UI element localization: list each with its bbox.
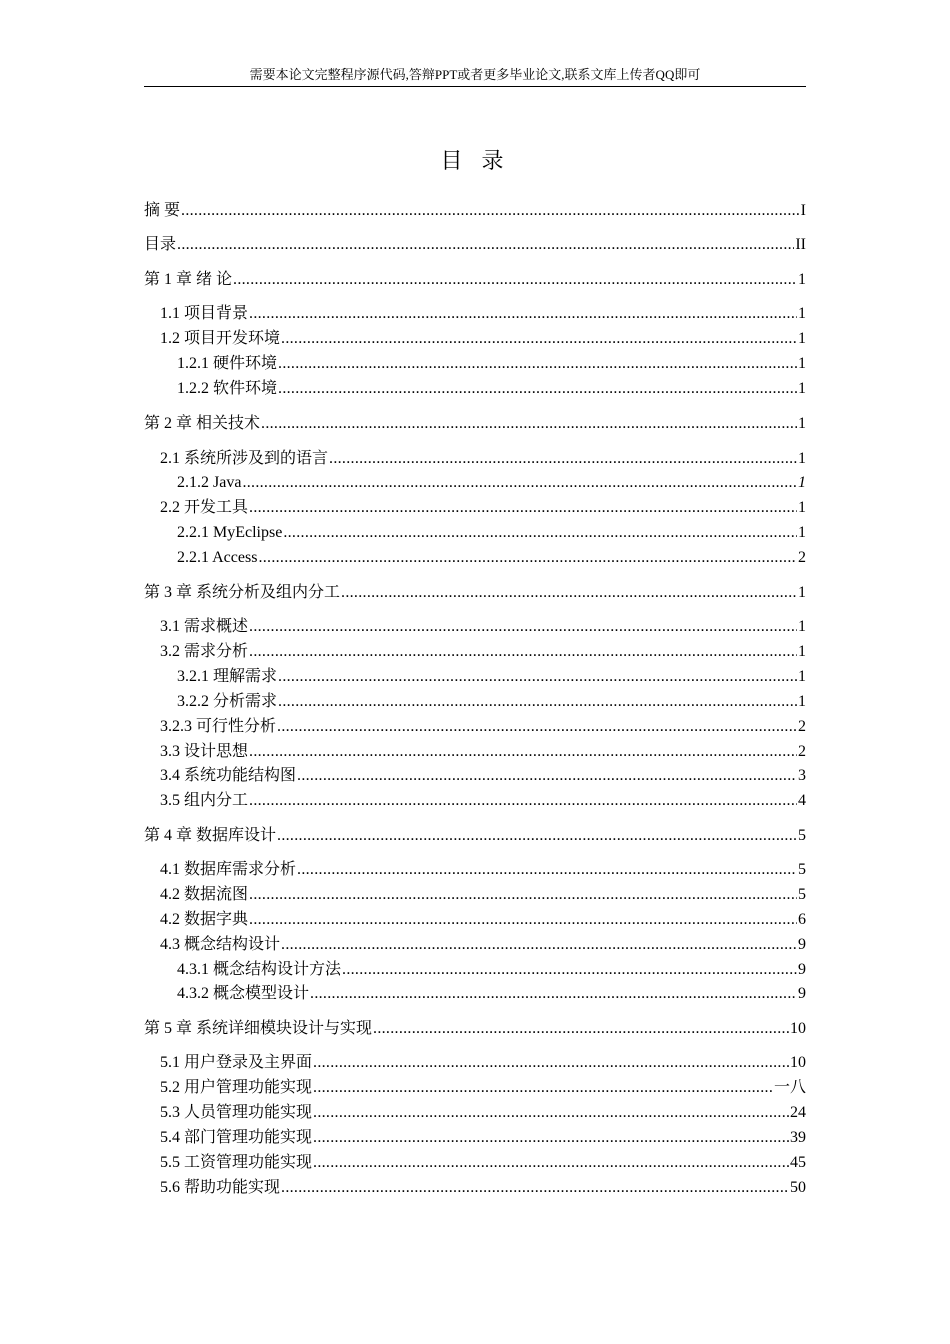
toc-entry-label: 4.2 数据流图 [160, 886, 249, 903]
toc-entry-label: 5.4 部门管理功能实现 [160, 1129, 313, 1146]
toc-entry-chapter-3[interactable] [144, 582, 806, 604]
toc-entry-section[interactable] [160, 328, 806, 350]
toc-entry-page: 9 [798, 936, 806, 953]
dot-leader [261, 413, 797, 435]
toc-entry-contents[interactable] [144, 234, 806, 256]
toc-entry-label: 3.4 系统功能结构图 [160, 767, 297, 784]
toc-entry-subsection[interactable] [177, 472, 806, 494]
dot-leader [278, 378, 797, 400]
table-of-contents [144, 0, 806, 1344]
toc-entry-label: 4.3.2 概念模型设计 [177, 985, 310, 1002]
toc-entry-section[interactable] [160, 1127, 806, 1149]
dot-leader [278, 691, 797, 713]
dot-leader [278, 666, 797, 688]
dot-leader [249, 741, 797, 763]
toc-entry-label: 目录 [144, 236, 177, 253]
toc-entry-section[interactable] [160, 934, 806, 956]
toc-entry-page: 1 [798, 499, 806, 516]
toc-entry-page: 1 [798, 618, 806, 635]
toc-entry-label: 5.5 工资管理功能实现 [160, 1154, 313, 1171]
dot-leader [313, 1077, 773, 1099]
toc-entry-label: 5.2 用户管理功能实现 [160, 1079, 313, 1096]
dot-leader [297, 765, 797, 787]
toc-entry-label: 第 2 章 相关技术 [144, 415, 261, 432]
toc-entry-page: 3 [798, 767, 806, 784]
dot-leader [249, 616, 797, 638]
toc-entry-label: 5.1 用户登录及主界面 [160, 1054, 313, 1071]
toc-entry-section[interactable] [160, 303, 806, 325]
toc-entry-section[interactable] [160, 1102, 806, 1124]
toc-entry-label: 2.1 系统所涉及到的语言 [160, 450, 329, 467]
toc-entry-section[interactable] [160, 741, 806, 763]
dot-leader [310, 983, 797, 1005]
toc-entry-section[interactable] [160, 1177, 806, 1199]
toc-entry-chapter-1[interactable] [144, 269, 806, 291]
header-text: 需要本论文完整程序源代码,答辩PPT或者更多毕业论文,联系文库上传者QQ即可 [249, 67, 701, 82]
toc-entry-subsection[interactable] [177, 983, 806, 1005]
toc-entry-page: 1 [798, 643, 806, 660]
toc-entry-subsection[interactable] [177, 522, 806, 544]
toc-entry-subsection[interactable] [177, 666, 806, 688]
dot-leader [249, 884, 797, 906]
toc-entry-subsection[interactable] [177, 353, 806, 375]
toc-entry-label: 3.5 组内分工 [160, 792, 249, 809]
toc-entry-page: 39 [790, 1129, 806, 1146]
toc-entry-page: 1 [798, 380, 806, 397]
toc-entry-page: II [795, 236, 806, 253]
toc-entry-label: 3.1 需求概述 [160, 618, 249, 635]
dot-leader [373, 1018, 789, 1040]
toc-entry-chapter-5[interactable] [144, 1018, 806, 1040]
toc-entry-section[interactable] [160, 616, 806, 638]
dot-leader [249, 303, 797, 325]
toc-entry-subsection[interactable] [177, 691, 806, 713]
toc-entry-label: 第 4 章 数据库设计 [144, 827, 277, 844]
toc-entry-subsection[interactable] [177, 547, 806, 569]
toc-entry-label: 2.2.1 MyEclipse [177, 524, 283, 541]
dot-leader [329, 448, 797, 470]
toc-entry-page: 10 [790, 1054, 806, 1071]
toc-entry-label: 4.1 数据库需求分析 [160, 861, 297, 878]
toc-entry-page: 2 [798, 718, 806, 735]
dot-leader [277, 716, 797, 738]
toc-entry-page: 45 [790, 1154, 806, 1171]
dot-leader [281, 1177, 789, 1199]
toc-entry-section[interactable] [160, 716, 806, 738]
toc-entry-chapter-4[interactable] [144, 825, 806, 847]
toc-entry-section[interactable] [160, 1052, 806, 1074]
toc-entry-page: 1 [798, 415, 806, 432]
dot-leader [277, 825, 797, 847]
toc-entry-label: 1.2 项目开发环境 [160, 330, 281, 347]
toc-entry-section[interactable] [160, 448, 806, 470]
toc-entry-label: 1.1 项目背景 [160, 305, 249, 322]
toc-entry-page: 1 [798, 584, 806, 601]
toc-entry-label: 5.3 人员管理功能实现 [160, 1104, 313, 1121]
toc-entry-page: 1 [798, 474, 806, 491]
toc-entry-page: 24 [790, 1104, 806, 1121]
toc-entry-page: 一八 [773, 1079, 806, 1096]
dot-leader [281, 934, 797, 956]
dot-leader [181, 200, 800, 222]
dot-leader [297, 859, 797, 881]
dot-leader [283, 522, 797, 544]
dot-leader [249, 641, 797, 663]
toc-entry-page: 1 [798, 524, 806, 541]
dot-leader [249, 497, 797, 519]
toc-entry-section[interactable] [160, 790, 806, 812]
toc-entry-page: 9 [798, 961, 806, 978]
toc-entry-label: 1.2.2 软件环境 [177, 380, 278, 397]
toc-entry-label: 第 3 章 系统分析及组内分工 [144, 584, 341, 601]
toc-entry-label: 4.2 数据字典 [160, 911, 249, 928]
toc-entry-section[interactable] [160, 497, 806, 519]
toc-entry-page: I [800, 202, 806, 219]
toc-entry-page: 1 [798, 330, 806, 347]
toc-entry-label: 2.2 开发工具 [160, 499, 249, 516]
toc-entry-label: 4.3.1 概念结构设计方法 [177, 961, 342, 978]
toc-entry-section[interactable] [160, 1152, 806, 1174]
toc-entry-section[interactable] [160, 909, 806, 931]
dot-leader [258, 547, 797, 569]
toc-entry-subsection[interactable] [177, 959, 806, 981]
toc-entry-page: 1 [798, 693, 806, 710]
toc-entry-label: 3.2.3 可行性分析 [160, 718, 277, 735]
toc-title: 目 录 [440, 149, 510, 174]
toc-entry-page: 6 [798, 911, 806, 928]
toc-entry-page: 1 [798, 668, 806, 685]
toc-entry-page: 2 [798, 743, 806, 760]
toc-entry-section[interactable] [160, 641, 806, 663]
toc-entry-abstract[interactable] [144, 200, 806, 222]
dot-leader [313, 1102, 789, 1124]
toc-entry-label: 第 1 章 绪 论 [144, 271, 233, 288]
toc-entry-page: 50 [790, 1179, 806, 1196]
toc-entry-page: 1 [798, 305, 806, 322]
toc-entry-label: 3.2.2 分析需求 [177, 693, 278, 710]
dot-leader [249, 909, 797, 931]
toc-entry-page: 5 [798, 827, 806, 844]
toc-entry-page: 2 [798, 549, 806, 566]
toc-entry-label: 1.2.1 硬件环境 [177, 355, 278, 372]
toc-entry-label: 3.2 需求分析 [160, 643, 249, 660]
dot-leader [313, 1127, 789, 1149]
toc-entry-page: 1 [798, 271, 806, 288]
toc-entry-section[interactable] [160, 859, 806, 881]
toc-entry-page: 10 [790, 1020, 806, 1037]
toc-entry-label: 4.3 概念结构设计 [160, 936, 281, 953]
dot-leader [242, 472, 797, 494]
toc-entry-section[interactable] [160, 765, 806, 787]
dot-leader [281, 328, 797, 350]
toc-entry-page: 5 [798, 861, 806, 878]
dot-leader [341, 582, 797, 604]
toc-entry-page: 9 [798, 985, 806, 1002]
dot-leader [233, 269, 797, 291]
toc-entry-label: 摘 要 [144, 202, 181, 219]
toc-entry-page: 4 [798, 792, 806, 809]
toc-entry-label: 3.3 设计思想 [160, 743, 249, 760]
toc-entry-label: 3.2.1 理解需求 [177, 668, 278, 685]
toc-entry-label: 2.2.1 Access [177, 549, 258, 566]
dot-leader [249, 790, 797, 812]
dot-leader [313, 1052, 789, 1074]
toc-entry-label: 第 5 章 系统详细模块设计与实现 [144, 1020, 373, 1037]
toc-entry-page: 1 [798, 355, 806, 372]
toc-entry-section[interactable] [160, 1077, 806, 1099]
dot-leader [342, 959, 797, 981]
toc-entry-section[interactable] [160, 884, 806, 906]
toc-entry-label: 5.6 帮助功能实现 [160, 1179, 281, 1196]
toc-entry-chapter-2[interactable] [144, 413, 806, 435]
toc-entry-subsection[interactable] [177, 378, 806, 400]
toc-entry-label: 2.1.2 Java [177, 474, 242, 491]
dot-leader [313, 1152, 789, 1174]
dot-leader [278, 353, 797, 375]
toc-entry-page: 5 [798, 886, 806, 903]
toc-entry-page: 1 [798, 450, 806, 467]
dot-leader [177, 234, 794, 256]
